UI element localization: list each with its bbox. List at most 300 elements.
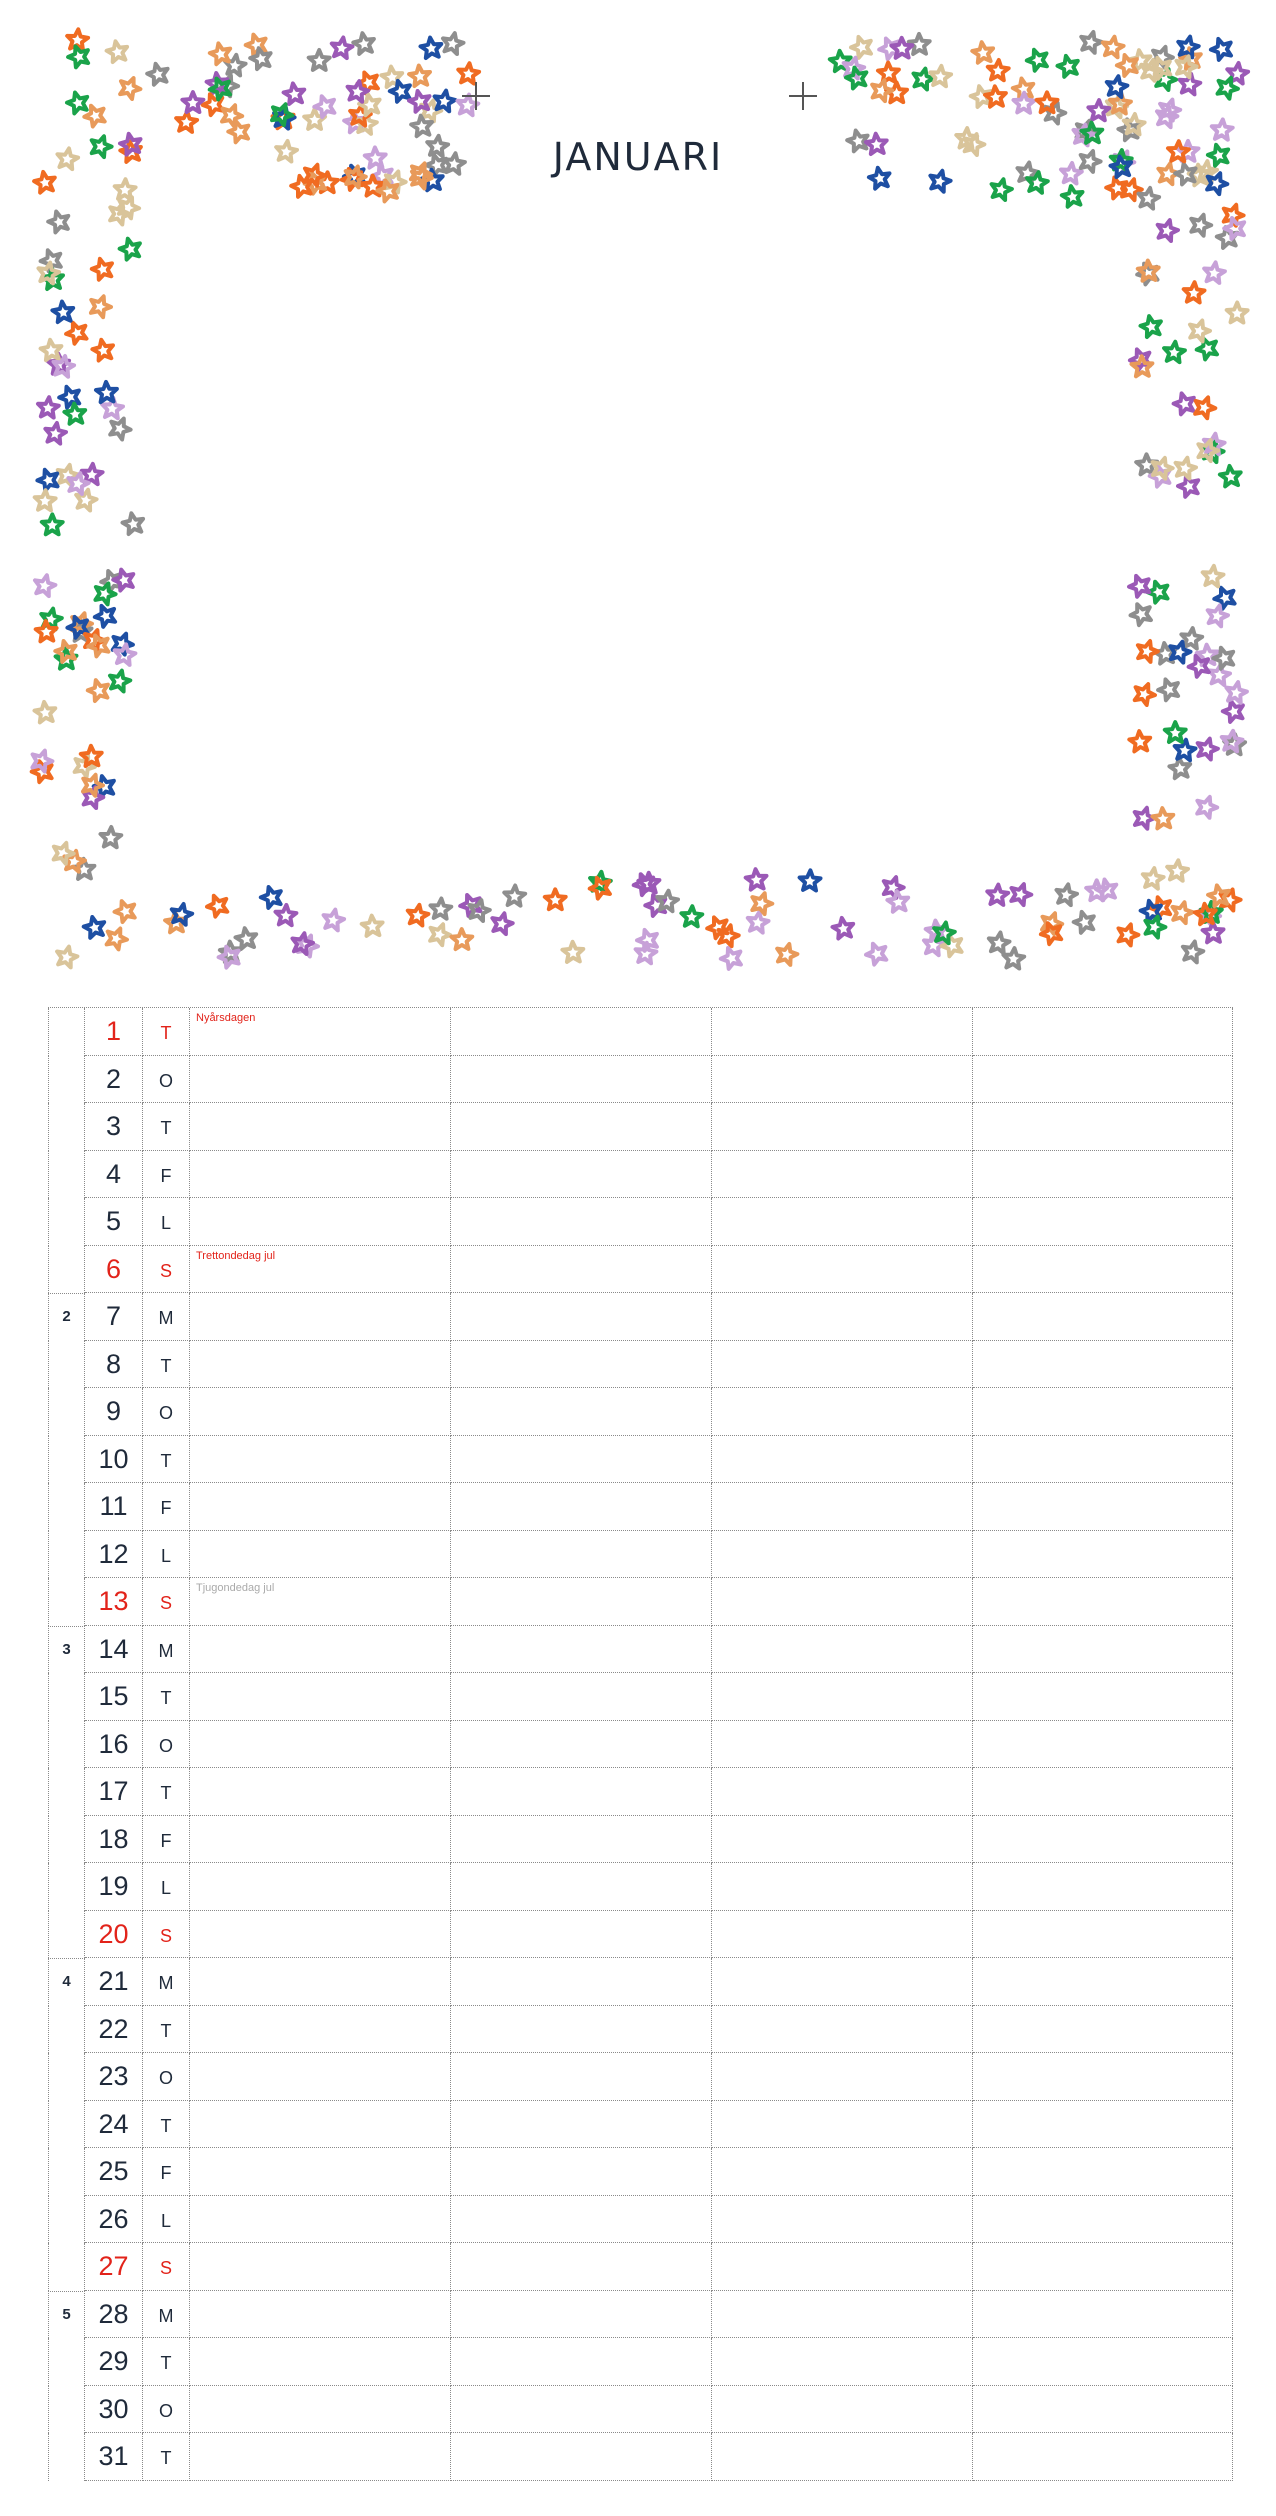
star-icon (987, 885, 1008, 905)
weekday-letter: T (143, 2338, 190, 2386)
day-row (48, 1103, 1233, 1151)
weekday-letter: M (143, 1958, 190, 2006)
weekday-letter: F (143, 1483, 190, 1531)
day-row (48, 2196, 1233, 2244)
note-cell-2[interactable] (451, 2006, 712, 2054)
star-icon (1198, 739, 1218, 760)
star-icon (878, 63, 899, 83)
note-cell-1[interactable] (190, 1151, 451, 1199)
note-cell-2[interactable] (451, 2196, 712, 2244)
day-number: 22 (85, 2006, 143, 2054)
day-row (48, 1768, 1233, 1816)
day-row (48, 2148, 1233, 2196)
star-icon (451, 929, 472, 949)
week-number (48, 1911, 85, 1959)
week-number (48, 1008, 85, 1056)
weekday-letter: T (143, 1768, 190, 1816)
note-cell-3[interactable] (712, 1768, 973, 1816)
star-icon (276, 905, 297, 925)
note-cell-3[interactable] (712, 1863, 973, 1911)
note-cell-2[interactable] (451, 1008, 712, 1056)
note-cell-2[interactable] (451, 1198, 712, 1246)
note-cell-4[interactable] (973, 1483, 1233, 1531)
day-number: 1 (85, 1008, 143, 1056)
weekday-letter: T (143, 2006, 190, 2054)
star-icon (1011, 884, 1031, 905)
star-icon (182, 92, 203, 112)
star-icon (172, 904, 192, 925)
note-cell-2[interactable] (451, 2386, 712, 2434)
day-row (48, 1673, 1233, 1721)
note-cell-1[interactable] (190, 1958, 451, 2006)
star-icon (35, 575, 55, 596)
star-icon (435, 91, 456, 112)
star-icon (681, 906, 702, 926)
star-icon (972, 42, 993, 63)
note-cell-3[interactable] (712, 1816, 973, 1864)
week-number (48, 1863, 85, 1911)
note-cell-3[interactable] (712, 2386, 973, 2434)
week-number (48, 1483, 85, 1531)
note-cell-4[interactable] (973, 2433, 1233, 2481)
weekday-letter: M (143, 1293, 190, 1341)
week-number: 5 (48, 2291, 85, 2339)
note-cell-1[interactable] (190, 2006, 451, 2054)
star-icon (800, 870, 821, 890)
week-number (48, 2101, 85, 2149)
star-icon (1131, 604, 1151, 625)
star-icon (1197, 339, 1217, 360)
note-cell-1[interactable] (190, 2196, 451, 2244)
day-row (48, 1626, 1233, 1674)
note-cell-3[interactable] (712, 1103, 973, 1151)
week-number (48, 1436, 85, 1484)
note-cell-4[interactable] (973, 2243, 1233, 2291)
star-icon (1062, 186, 1083, 207)
week-number (48, 1578, 85, 1626)
day-row (48, 1436, 1233, 1484)
day-row (48, 1341, 1233, 1389)
note-cell-4[interactable] (973, 2386, 1233, 2434)
note-cell-1[interactable] (190, 1436, 451, 1484)
weekday-letter: F (143, 2148, 190, 2196)
note-cell-3[interactable] (712, 1056, 973, 1104)
holiday-note: Tjugondedag jul (196, 1582, 275, 1594)
note-cell-1[interactable] (190, 2148, 451, 2196)
holiday-note: Trettondedag jul (196, 1249, 276, 1262)
star-icon (833, 918, 854, 939)
note-cell-1[interactable] (190, 2291, 451, 2339)
note-cell-1[interactable] (190, 2101, 451, 2149)
star-icon (95, 606, 115, 627)
star-icon (101, 827, 122, 847)
weekday-letter: L (143, 1198, 190, 1246)
star-icon (1169, 758, 1190, 779)
note-cell-4[interactable] (973, 1246, 1233, 1294)
week-number (48, 2053, 85, 2101)
note-cell-4[interactable] (973, 1056, 1233, 1104)
week-number (48, 1768, 85, 1816)
star-icon (81, 746, 102, 766)
star-icon (1074, 912, 1094, 933)
note-cell-2[interactable] (451, 2243, 712, 2291)
note-cell-3[interactable] (712, 2148, 973, 2196)
weekday-letter: S (143, 2243, 190, 2291)
note-cell-1[interactable] (190, 2053, 451, 2101)
weekday-letter: T (143, 1341, 190, 1389)
star-icon (284, 83, 305, 104)
weekday-letter: L (143, 1531, 190, 1579)
note-cell-2[interactable] (451, 2291, 712, 2339)
weekday-letter: T (143, 1673, 190, 1721)
star-icon (35, 702, 56, 723)
note-cell-1[interactable] (190, 1483, 451, 1531)
day-number: 29 (85, 2338, 143, 2386)
star-icon (37, 470, 57, 491)
note-cell-2[interactable] (451, 1673, 712, 1721)
note-cell-2[interactable] (451, 1483, 712, 1531)
note-cell-1[interactable] (190, 2386, 451, 2434)
star-icon (1226, 682, 1247, 703)
note-cell-3[interactable] (712, 1151, 973, 1199)
note-cell-3[interactable] (712, 2433, 973, 2481)
star-icon (48, 212, 68, 233)
note-cell-1[interactable] (190, 1008, 451, 1056)
note-cell-2[interactable] (451, 2433, 712, 2481)
star-icon (1152, 808, 1173, 828)
star-icon (1145, 917, 1165, 938)
day-number: 23 (85, 2053, 143, 2101)
note-cell-2[interactable] (451, 2338, 712, 2386)
day-row (48, 1958, 1233, 2006)
crosshair-left-icon (462, 82, 490, 110)
note-cell-1[interactable] (190, 1293, 451, 1341)
day-row (48, 1008, 1233, 1056)
note-cell-3[interactable] (712, 2243, 973, 2291)
day-number: 31 (85, 2433, 143, 2481)
star-icon (1190, 321, 1210, 342)
week-number (48, 2386, 85, 2434)
day-number: 20 (85, 1911, 143, 1959)
star-icon (176, 112, 197, 132)
note-cell-3[interactable] (712, 1008, 973, 1056)
note-cell-2[interactable] (451, 1816, 712, 1864)
day-row (48, 1293, 1233, 1341)
note-cell-4[interactable] (973, 2053, 1233, 2101)
note-cell-4[interactable] (973, 2006, 1233, 2054)
note-cell-3[interactable] (712, 2196, 973, 2244)
note-cell-4[interactable] (973, 1721, 1233, 1769)
day-number: 30 (85, 2386, 143, 2434)
note-cell-1[interactable] (190, 1198, 451, 1246)
star-icon (1129, 731, 1150, 751)
weekday-letter: O (143, 1056, 190, 1104)
star-icon (1037, 92, 1058, 112)
star-icon (562, 942, 583, 962)
star-icon (332, 38, 353, 59)
day-row (48, 1483, 1233, 1531)
star-icon (1174, 393, 1194, 414)
day-number: 4 (85, 1151, 143, 1199)
note-cell-1[interactable] (190, 2338, 451, 2386)
star-icon (1003, 948, 1024, 968)
note-cell-2[interactable] (451, 1863, 712, 1911)
star-icon (1184, 282, 1205, 302)
week-number (48, 1198, 85, 1246)
note-cell-2[interactable] (451, 2053, 712, 2101)
note-cell-1[interactable] (190, 1246, 451, 1294)
weekday-letter: L (143, 2196, 190, 2244)
star-icon (309, 50, 330, 70)
star-icon (657, 891, 678, 912)
note-cell-3[interactable] (712, 2101, 973, 2149)
note-cell-1[interactable] (190, 1816, 451, 1864)
week-number (48, 1816, 85, 1864)
note-cell-3[interactable] (712, 1578, 973, 1626)
note-cell-2[interactable] (451, 1246, 712, 1294)
star-icon (408, 905, 429, 926)
star-icon (1158, 679, 1178, 700)
star-icon (1175, 740, 1196, 761)
note-cell-3[interactable] (712, 1341, 973, 1389)
day-number: 24 (85, 2101, 143, 2149)
note-cell-3[interactable] (712, 2291, 973, 2339)
day-row (48, 1388, 1233, 1436)
day-row (48, 2338, 1233, 2386)
star-icon (1141, 316, 1161, 337)
star-icon (458, 63, 479, 83)
note-cell-4[interactable] (973, 1863, 1233, 1911)
weekday-letter: S (143, 1578, 190, 1626)
note-cell-2[interactable] (451, 1626, 712, 1674)
star-icon (989, 933, 1010, 954)
star-icon (353, 33, 374, 54)
note-cell-3[interactable] (712, 2006, 973, 2054)
week-number (48, 1531, 85, 1579)
star-icon (110, 671, 130, 692)
note-cell-1[interactable] (190, 1341, 451, 1389)
note-cell-1[interactable] (190, 1768, 451, 1816)
star-icon (324, 910, 345, 931)
note-cell-4[interactable] (973, 1958, 1233, 2006)
week-number (48, 1151, 85, 1199)
weekday-letter: T (143, 1103, 190, 1151)
note-cell-1[interactable] (190, 1103, 451, 1151)
star-icon (362, 916, 383, 936)
weekday-letter: L (143, 1863, 190, 1911)
note-cell-3[interactable] (712, 1483, 973, 1531)
weekday-letter: M (143, 2291, 190, 2339)
star-icon (1135, 684, 1155, 705)
note-cell-3[interactable] (712, 2053, 973, 2101)
weekday-letter: S (143, 1911, 190, 1959)
star-icon (777, 944, 797, 965)
star-icon (110, 419, 130, 440)
note-cell-2[interactable] (451, 1388, 712, 1436)
weekday-letter: T (143, 1436, 190, 1484)
star-icon (67, 93, 87, 114)
weekday-letter: T (143, 1008, 190, 1056)
note-cell-3[interactable] (712, 2338, 973, 2386)
note-cell-2[interactable] (451, 1911, 712, 1959)
note-cell-1[interactable] (190, 2433, 451, 2481)
star-icon (58, 465, 79, 486)
week-number (48, 1056, 85, 1104)
note-cell-1[interactable] (190, 2243, 451, 2291)
note-cell-2[interactable] (451, 1293, 712, 1341)
note-cell-3[interactable] (712, 1911, 973, 1959)
week-number (48, 1673, 85, 1721)
star-icon (721, 948, 741, 969)
star-icon (123, 513, 144, 534)
star-icon (930, 66, 951, 86)
note-cell-4[interactable] (973, 1008, 1233, 1056)
week-number: 2 (48, 1293, 85, 1341)
note-cell-1[interactable] (190, 1388, 451, 1436)
star-icon (120, 78, 140, 99)
note-cell-4[interactable] (973, 1388, 1233, 1436)
star-icon (851, 37, 871, 58)
weekday-letter: T (143, 2433, 190, 2481)
note-cell-2[interactable] (451, 1768, 712, 1816)
day-row (48, 1198, 1233, 1246)
note-cell-3[interactable] (712, 1246, 973, 1294)
note-cell-3[interactable] (712, 1531, 973, 1579)
day-number: 16 (85, 1721, 143, 1769)
note-cell-4[interactable] (973, 1911, 1233, 1959)
note-cell-1[interactable] (190, 1673, 451, 1721)
note-cell-4[interactable] (973, 2196, 1233, 2244)
day-row (48, 1151, 1233, 1199)
note-cell-2[interactable] (451, 1531, 712, 1579)
note-cell-4[interactable] (973, 2291, 1233, 2339)
week-number (48, 2196, 85, 2244)
star-icon (1164, 342, 1185, 363)
star-icon (992, 179, 1012, 200)
star-icon (430, 924, 450, 945)
note-cell-2[interactable] (451, 1721, 712, 1769)
star-icon (1227, 303, 1248, 323)
note-cell-4[interactable] (973, 2148, 1233, 2196)
star-icon (1167, 860, 1188, 881)
star-icon (411, 116, 432, 137)
weekday-letter: F (143, 1816, 190, 1864)
star-icon (207, 896, 227, 917)
star-icon (1203, 922, 1224, 942)
star-icon (96, 382, 117, 402)
day-row (48, 1578, 1233, 1626)
note-cell-3[interactable] (712, 1198, 973, 1246)
note-cell-4[interactable] (973, 2338, 1233, 2386)
note-cell-3[interactable] (712, 1436, 973, 1484)
note-cell-1[interactable] (190, 1863, 451, 1911)
day-number: 19 (85, 1863, 143, 1911)
day-row (48, 1531, 1233, 1579)
note-cell-4[interactable] (973, 1768, 1233, 1816)
note-cell-4[interactable] (973, 1293, 1233, 1341)
star-icon (1057, 884, 1078, 905)
note-cell-1[interactable] (190, 1531, 451, 1579)
note-cell-4[interactable] (973, 1816, 1233, 1864)
note-cell-3[interactable] (712, 1958, 973, 2006)
note-cell-1[interactable] (190, 1626, 451, 1674)
note-cell-3[interactable] (712, 1721, 973, 1769)
note-cell-2[interactable] (451, 2148, 712, 2196)
note-cell-4[interactable] (973, 1578, 1233, 1626)
star-icon (409, 66, 430, 87)
note-cell-1[interactable] (190, 1721, 451, 1769)
day-number: 2 (85, 1056, 143, 1104)
note-cell-4[interactable] (973, 1103, 1233, 1151)
note-cell-3[interactable] (712, 1626, 973, 1674)
star-icon (1203, 566, 1224, 587)
note-cell-3[interactable] (712, 1388, 973, 1436)
star-icon (107, 41, 128, 62)
star-icon (52, 302, 73, 323)
note-cell-4[interactable] (973, 1151, 1233, 1199)
day-row (48, 1721, 1233, 1769)
note-cell-2[interactable] (451, 1056, 712, 1104)
star-icon (866, 944, 886, 965)
note-cell-2[interactable] (451, 1103, 712, 1151)
star-icon (115, 901, 135, 922)
crosshair-right-icon (789, 82, 817, 110)
weekday-letter: O (143, 2053, 190, 2101)
note-cell-1[interactable] (190, 1578, 451, 1626)
star-icon (107, 929, 127, 950)
day-number: 13 (85, 1578, 143, 1626)
note-cell-4[interactable] (973, 1341, 1233, 1389)
day-row (48, 2243, 1233, 2291)
note-cell-2[interactable] (451, 1436, 712, 1484)
note-cell-2[interactable] (451, 1151, 712, 1199)
star-icon (54, 843, 74, 864)
note-cell-2[interactable] (451, 1341, 712, 1389)
star-icon (1081, 32, 1101, 53)
note-cell-2[interactable] (451, 1958, 712, 2006)
note-cell-4[interactable] (973, 1436, 1233, 1484)
note-cell-4[interactable] (973, 2101, 1233, 2149)
week-number (48, 2338, 85, 2386)
weekday-letter: O (143, 1388, 190, 1436)
day-number: 27 (85, 2243, 143, 2291)
note-cell-1[interactable] (190, 1911, 451, 1959)
star-icon (492, 913, 512, 934)
week-number (48, 2148, 85, 2196)
note-cell-2[interactable] (451, 1578, 712, 1626)
note-cell-2[interactable] (451, 2101, 712, 2149)
star-icon (41, 340, 62, 360)
note-cell-3[interactable] (712, 1673, 973, 1721)
note-cell-4[interactable] (973, 1673, 1233, 1721)
holiday-note: Nyårsdagen (196, 1012, 256, 1024)
star-icon (1119, 924, 1139, 945)
star-icon (66, 323, 86, 344)
day-row (48, 1911, 1233, 1959)
day-number: 15 (85, 1673, 143, 1721)
week-number: 4 (48, 1958, 85, 2006)
star-icon (210, 43, 230, 64)
week-number (48, 1246, 85, 1294)
note-cell-3[interactable] (712, 1293, 973, 1341)
day-number: 6 (85, 1246, 143, 1294)
day-row (48, 1816, 1233, 1864)
note-cell-4[interactable] (973, 1626, 1233, 1674)
note-cell-4[interactable] (973, 1531, 1233, 1579)
note-cell-1[interactable] (190, 1056, 451, 1104)
star-icon (45, 423, 66, 444)
note-cell-4[interactable] (973, 1198, 1233, 1246)
